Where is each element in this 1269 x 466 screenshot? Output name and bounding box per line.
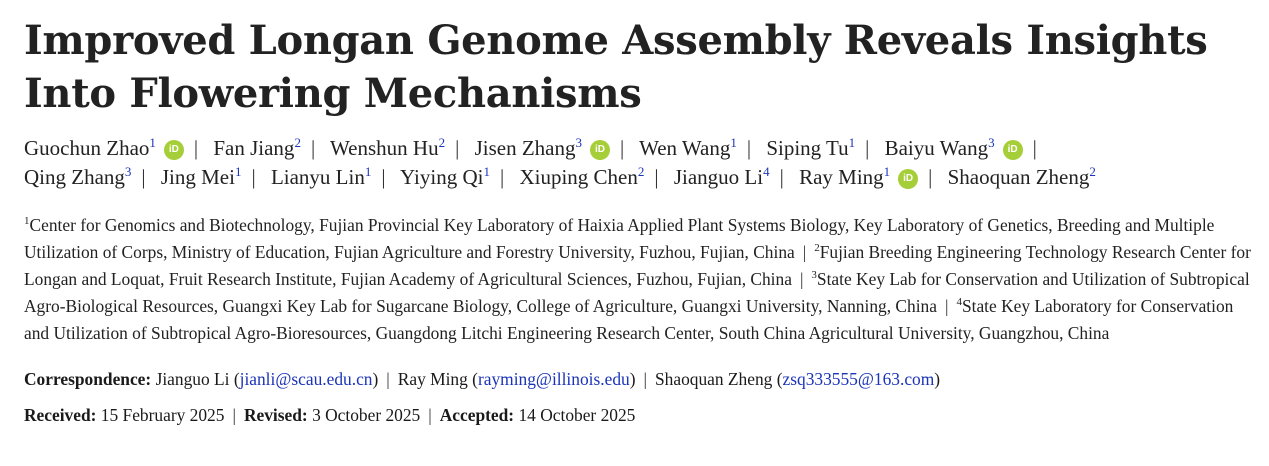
separator: |	[654, 165, 659, 189]
affiliation-ref[interactable]: 4	[763, 164, 770, 179]
affiliation-number: 3	[811, 269, 817, 282]
accepted-label: Accepted:	[439, 405, 515, 425]
affiliation-ref[interactable]: 2	[294, 135, 301, 150]
orcid-icon[interactable]: iD	[1003, 140, 1023, 160]
author-name[interactable]: Shaoquan Zheng	[947, 165, 1090, 189]
author-item	[271, 165, 371, 189]
separator: |	[928, 165, 933, 189]
affiliation-text: State Key Lab for Conservation and Utilization of Subtropical Agro-Biological Resources, Guangxi Key Lab for Sugarcane Biology, College of Agriculture, Guangxi University, Nanning, China	[24, 269, 1250, 316]
separator: |	[455, 136, 460, 160]
separator: |	[251, 165, 256, 189]
affiliation-text: State Key Laboratory for Conservation and Utilization of Subtropical Agro-Bioresources, Guangdong Litchi Engineering Research Center, South China Agricultural University, Guangzhou, China	[24, 296, 1234, 343]
author-name[interactable]: Wen Wang	[639, 136, 731, 160]
publication-dates	[24, 402, 1254, 429]
separator: |	[499, 165, 505, 189]
separator: |	[386, 369, 390, 389]
author-item	[24, 136, 184, 160]
orcid-icon[interactable]: iD	[898, 169, 918, 189]
separator: |	[232, 405, 236, 425]
author-name[interactable]: Guochun Zhao	[24, 136, 150, 160]
author-name[interactable]: Jisen Zhang	[474, 136, 576, 160]
author-item	[475, 136, 610, 160]
affiliation-ref[interactable]: 1	[364, 164, 372, 179]
author-item	[519, 165, 644, 189]
author-name[interactable]: Ray Ming	[799, 165, 884, 189]
separator: |	[643, 369, 647, 389]
separator: |	[1032, 136, 1037, 160]
author-item	[161, 165, 242, 189]
affiliation-text: Center for Genomics and Biotechnology, Fujian Provincial Key Laboratory of Haixia Applied Plant Systems Biology, Key Laboratory of Genetics, Breeding and Multiple Utilization of Corps, Ministry of Education, Fujian Agriculture and Forestry University, Fuzhou, Fujian, China	[24, 215, 1215, 262]
author-name[interactable]: Lianyu Lin	[270, 165, 365, 189]
affiliation-ref[interactable]: 1	[483, 164, 490, 179]
orcid-icon[interactable]: iD	[590, 140, 610, 160]
separator: |	[865, 136, 870, 160]
affiliation-ref[interactable]: 1	[730, 135, 737, 150]
affiliation-number: 2	[814, 242, 820, 255]
separator: |	[619, 136, 625, 160]
separator: |	[310, 136, 316, 160]
article-title: Improved Longan Genome Assembly Reveals Insights Into Flowering Mechanisms	[24, 17, 1208, 117]
affiliation-ref[interactable]: 2	[438, 135, 446, 150]
affiliation-ref[interactable]: 1	[149, 135, 156, 150]
separator: |	[381, 165, 386, 189]
author-name[interactable]: Jing Mei	[160, 165, 235, 189]
affiliation-ref[interactable]: 1	[883, 164, 891, 179]
contact-name: Jianguo Li	[155, 369, 230, 389]
contact-name: Shaoquan Zheng	[655, 369, 773, 389]
author-item	[885, 136, 1023, 160]
correspondence: Correspondence: Jianguo Li (jianli@scau.edu.cn) | Ray Ming (rayming@illinois.edu) | Shaoquan Zheng (zsq333555@163.com)	[24, 369, 941, 389]
email-link[interactable]: zsq333555@163.com	[782, 369, 935, 389]
author-item	[948, 165, 1096, 189]
author-item	[24, 165, 131, 189]
author-name[interactable]: Qing Zhang	[24, 165, 125, 189]
affiliation-list	[24, 212, 1254, 347]
affiliation-number: 1	[24, 215, 30, 228]
author-name[interactable]: Xiuping Chen	[519, 165, 638, 189]
contact-name: Ray Ming	[397, 369, 468, 389]
separator: |	[779, 165, 784, 189]
affiliation-text: Fujian Breeding Engineering Technology Research Center for Longan and Loquat, Fruit Research Institute, Fujian Academy of Agricultural Sciences, Fuzhou, Fujian, China	[24, 242, 1251, 289]
author-item	[639, 136, 737, 160]
author-name[interactable]: Fan Jiang	[213, 136, 295, 160]
author-name[interactable]: Yiying Qi	[400, 165, 484, 189]
author-list	[24, 134, 1254, 192]
separator: |	[944, 296, 949, 316]
correspondence-label: Correspondence:	[24, 369, 152, 389]
author-name[interactable]: Jianguo Li	[673, 165, 764, 189]
affiliation-ref[interactable]: 1	[848, 135, 856, 150]
revised-date: 3 October 2025	[312, 405, 421, 425]
author-name[interactable]: Wenshun Hu	[330, 136, 439, 160]
author-item	[674, 165, 770, 189]
email-link[interactable]: jianli@scau.edu.cn	[239, 369, 373, 389]
separator: |	[141, 165, 146, 189]
author-item	[330, 136, 445, 160]
separator: |	[193, 136, 199, 160]
author-name[interactable]: Baiyu Wang	[884, 136, 989, 160]
affiliation-ref[interactable]: 3	[124, 164, 132, 179]
article-header	[24, 14, 1254, 429]
received-label: Received:	[24, 405, 97, 425]
author-name[interactable]: Siping Tu	[766, 136, 849, 160]
affiliation-ref[interactable]: 2	[1089, 164, 1096, 179]
affiliation-ref[interactable]: 2	[637, 164, 645, 179]
separator: |	[746, 136, 752, 160]
affiliation-ref[interactable]: 3	[575, 135, 582, 150]
separator: |	[428, 405, 432, 425]
accepted-date: 14 October 2025	[518, 405, 636, 425]
separator: |	[799, 269, 804, 289]
author-item	[213, 136, 301, 160]
received-date: 15 February 2025	[100, 405, 225, 425]
revised-label: Revised:	[243, 405, 308, 425]
author-item	[400, 165, 490, 189]
orcid-icon[interactable]: iD	[164, 140, 184, 160]
affiliation-ref[interactable]: 3	[988, 135, 995, 150]
author-item	[766, 136, 855, 160]
affiliation-number: 4	[956, 296, 962, 309]
email-link[interactable]: rayming@illinois.edu	[477, 369, 630, 389]
author-item	[799, 165, 918, 189]
separator: |	[802, 242, 807, 262]
affiliation-ref[interactable]: 1	[234, 164, 242, 179]
